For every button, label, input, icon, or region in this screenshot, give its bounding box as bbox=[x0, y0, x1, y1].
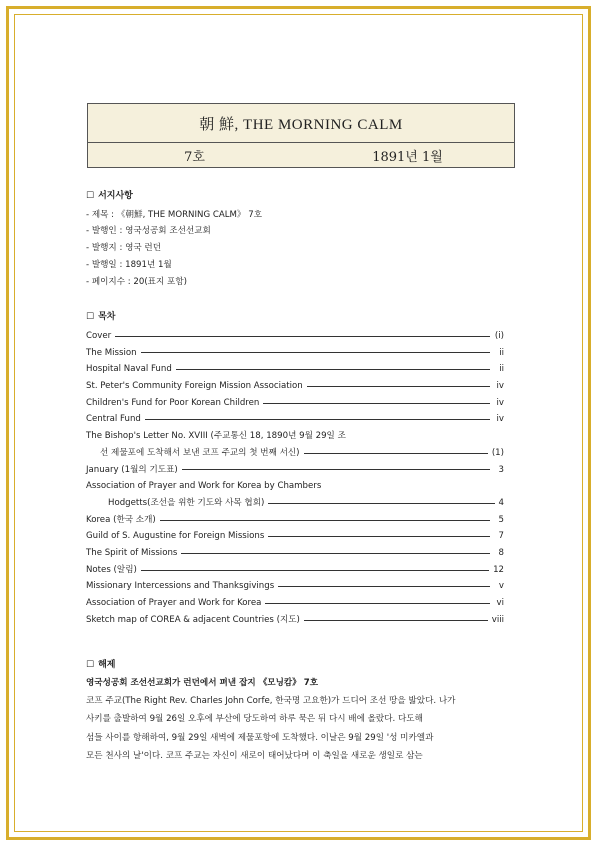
toc-item: Association of Prayer and Work for Korea vi bbox=[86, 598, 504, 609]
toc-item: Association of Prayer and Work for Korea by Chambers Hodgetts(조선을 위한 기도와 사목 협회) 4 bbox=[86, 481, 504, 508]
commentary-line: 코프 주교(The Right Rev. Charles John Corfe, 한국명 고요한)가 드디어 조선 땅을 밟았다. 나가 bbox=[86, 695, 456, 706]
issue-row bbox=[88, 143, 514, 167]
toc-item: Children's Fund for Poor Korean Children iv bbox=[86, 397, 504, 408]
checkbox-icon: ☐ bbox=[86, 659, 95, 670]
toc-item: Hospital Naval Fund ii bbox=[86, 364, 504, 375]
toc-item: Korea (한국 소개) 5 bbox=[86, 514, 504, 525]
content bbox=[86, 188, 504, 766]
bibliography-line: - 발행인 : 영국성공회 조선선교회 bbox=[86, 226, 211, 237]
toc-item: The Bishop's Letter No. XVIII (주교통신 18, 1890년 9월 29일 조 선 제물포에 도착해서 보낸 코프 주교의 첫 번째 서신) (1) bbox=[86, 431, 504, 458]
toc-item: The Spirit of Missions 8 bbox=[86, 548, 504, 559]
commentary-line: 섬들 사이를 항해하여, 9월 29일 새벽에 제물포항에 도착했다. 이날은 9월 29일 '성 미카엘과 bbox=[86, 732, 434, 743]
toc-heading: ☐ 목차 bbox=[86, 312, 116, 323]
issue-number: 7호 bbox=[184, 149, 205, 165]
toc-item: Missionary Intercessions and Thanksgivings v bbox=[86, 581, 504, 592]
toc-item: Sketch map of COREA & adjacent Countries (지도) viii bbox=[86, 614, 504, 625]
commentary-title: 영국성공회 조선선교회가 런던에서 펴낸 잡지 《모닝캄》 7호 bbox=[86, 678, 319, 689]
bibliography-line: - 발행지 : 영국 런던 bbox=[86, 243, 162, 254]
bibliography-line: - 발행일 : 1891년 1월 bbox=[86, 259, 172, 270]
commentary-heading: ☐ 해제 bbox=[86, 659, 116, 670]
commentary-line: 사키를 출발하여 9월 26일 오후에 부산에 당도하여 하루 묵은 뒤 다시 배에 올랐다. 다도해 bbox=[86, 714, 423, 725]
toc-item: St. Peter's Community Foreign Mission Association iv bbox=[86, 381, 504, 392]
bibliography-line: - 페이지수 : 20(표지 포함) bbox=[86, 276, 187, 287]
toc-item: The Mission ii bbox=[86, 347, 504, 358]
bibliography-list bbox=[86, 207, 504, 291]
bibliography-line: - 제목 : 《朝鮮, THE MORNING CALM》 7호 bbox=[86, 209, 263, 220]
checkbox-icon: ☐ bbox=[86, 312, 95, 323]
commentary-line: 모든 천사의 날'이다. 코프 주교는 자신이 새로이 태어났다며 이 축일을 새로운 생일로 삼는 bbox=[86, 751, 423, 762]
toc-item: Guild of S. Augustine for Foreign Missions 7 bbox=[86, 531, 504, 542]
bibliography-heading: ☐ 서지사항 bbox=[86, 191, 133, 201]
toc-item: Notes (알림) 12 bbox=[86, 564, 504, 575]
toc-item: Cover (i) bbox=[86, 330, 504, 341]
issue-date: 1891년 1월 bbox=[372, 149, 443, 165]
toc-item: Central Fund iv bbox=[86, 414, 504, 425]
toc-item: January (1월의 기도표) 3 bbox=[86, 464, 504, 475]
commentary-body bbox=[86, 692, 504, 766]
document-title: 朝 鮮, THE MORNING CALM bbox=[88, 104, 514, 143]
title-box bbox=[87, 103, 515, 168]
toc-list bbox=[86, 328, 504, 629]
checkbox-icon: ☐ bbox=[86, 191, 95, 201]
